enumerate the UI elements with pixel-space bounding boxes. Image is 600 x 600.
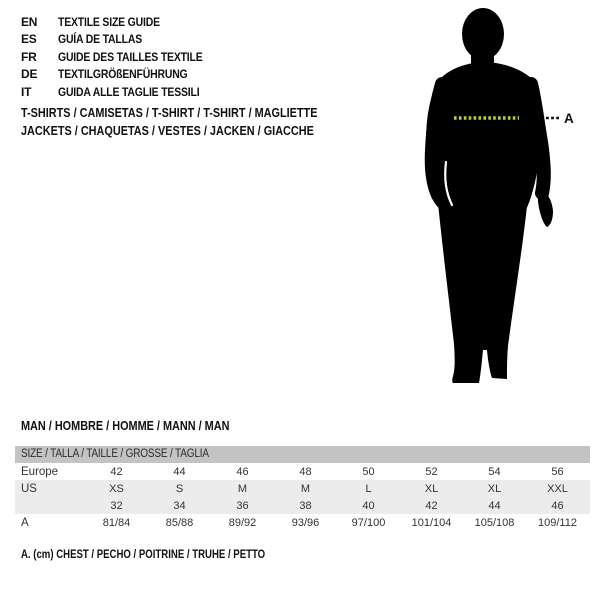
- language-row: [21, 66, 224, 84]
- table-cell: XXL: [547, 482, 568, 495]
- language-row: [21, 48, 224, 66]
- table-cell: 52: [425, 465, 438, 478]
- table-cell: 46: [551, 499, 564, 512]
- language-guide-title: GUIDE DES TAILLES TEXTILE: [58, 49, 203, 64]
- table-cell: 42: [110, 465, 123, 478]
- language-row: [21, 31, 224, 49]
- measure-label-a: A: [564, 111, 574, 126]
- table-cell: XS: [109, 482, 124, 495]
- language-code: EN: [21, 14, 38, 29]
- table-row-us: [15, 480, 590, 497]
- table-cell: 38: [299, 499, 312, 512]
- language-code: FR: [21, 49, 37, 64]
- garment-types-line2: JACKETS / CHAQUETAS / VESTES / JACKEN / GIACCHE: [21, 124, 314, 138]
- table-cell: 97/100: [351, 516, 386, 529]
- table-row-chest: [15, 514, 590, 531]
- language-guide-title: TEXTILGRÖßENFÜHRUNG: [58, 67, 188, 82]
- table-cell: XL: [424, 482, 439, 495]
- language-guide-title: GUÍA DE TALLAS: [58, 32, 142, 47]
- table-cell: XL: [487, 482, 502, 495]
- garment-types-line1: T-SHIRTS / CAMISETAS / T-SHIRT / T-SHIRT / MAGLIETTE: [21, 106, 318, 120]
- language-row: [21, 83, 224, 101]
- table-cell: 50: [362, 465, 375, 478]
- table-row-europe: [15, 463, 590, 480]
- man-silhouette: [395, 0, 600, 400]
- section-title-man: MAN / HOMBRE / HOMME / MANN / MAN: [21, 419, 230, 433]
- language-code: IT: [21, 84, 32, 99]
- table-cell: 36: [236, 499, 249, 512]
- table-cell: 56: [551, 465, 564, 478]
- figure-right-hand: [538, 190, 553, 227]
- row-label: A: [21, 516, 29, 529]
- language-guide-title: GUIDA ALLE TAGLIE TESSILI: [58, 84, 200, 99]
- language-guide-list: [21, 13, 224, 101]
- table-cell: M: [300, 482, 311, 495]
- table-cell: 42: [425, 499, 438, 512]
- table-cell: 44: [488, 499, 501, 512]
- table-cell: 93/96: [291, 516, 320, 529]
- table-cell: 34: [173, 499, 186, 512]
- table-cell: 105/108: [474, 516, 515, 529]
- table-cell: 40: [362, 499, 375, 512]
- table-cell: 101/104: [411, 516, 452, 529]
- table-cell: S: [175, 482, 184, 495]
- table-cell: 48: [299, 465, 312, 478]
- row-label: Europe: [21, 465, 59, 478]
- size-table: [15, 446, 590, 531]
- table-cell: 89/92: [228, 516, 257, 529]
- measurement-figure: [395, 0, 600, 400]
- language-guide-title: TEXTILE SIZE GUIDE: [58, 14, 160, 29]
- language-code: ES: [21, 32, 37, 47]
- table-cell: 46: [236, 465, 249, 478]
- table-cell: L: [365, 482, 372, 495]
- language-code: DE: [21, 67, 38, 82]
- table-cell: 54: [488, 465, 501, 478]
- size-table-header-label: SIZE / TALLA / TAILLE / GRÖSSE / TAGLIA: [21, 448, 209, 460]
- garment-types: [21, 106, 362, 142]
- row-label: US: [21, 482, 37, 495]
- figure-legs: [438, 203, 527, 383]
- size-table-header: [15, 446, 590, 463]
- table-cell: 32: [110, 499, 123, 512]
- table-cell: 109/112: [538, 516, 577, 529]
- table-row-us-numeric: [15, 497, 590, 514]
- language-row: [21, 13, 224, 31]
- table-cell: 81/84: [102, 516, 131, 529]
- table-cell: 44: [173, 465, 186, 478]
- table-cell: M: [237, 482, 248, 495]
- table-cell: 85/88: [165, 516, 194, 529]
- measurement-footnote: A. (cm) CHEST / PECHO / POITRINE / TRUHE / PETTO: [21, 547, 266, 561]
